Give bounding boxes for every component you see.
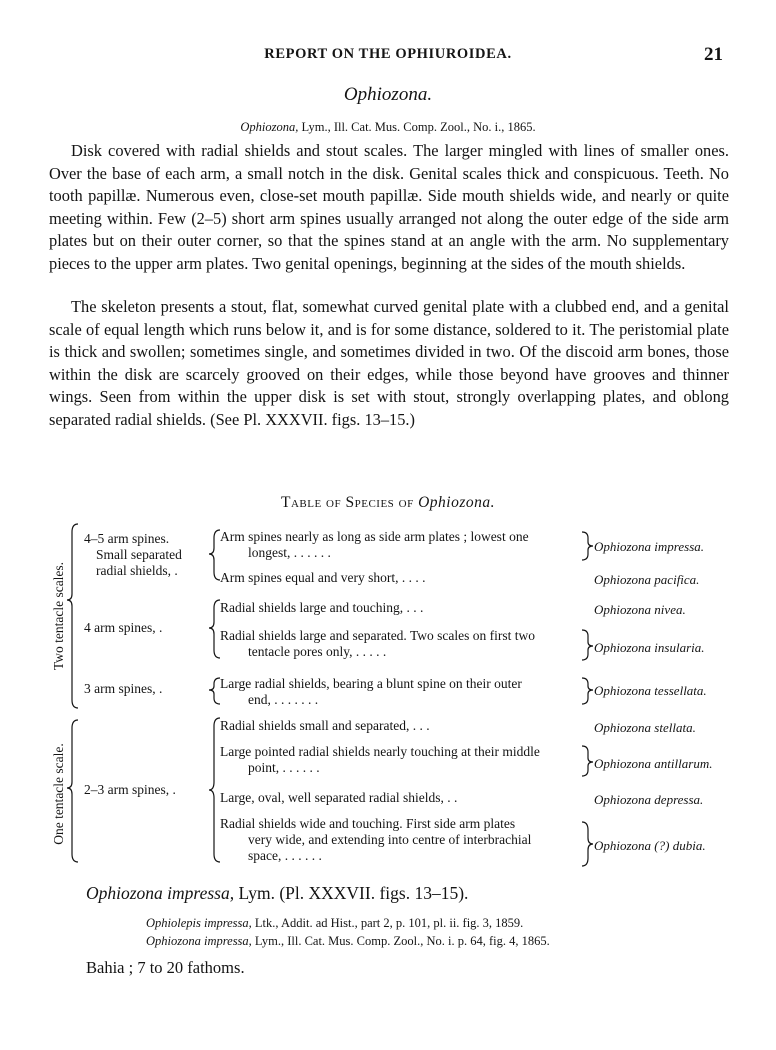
species-name: Ophiozona pacifica.: [594, 572, 700, 587]
entry-character: Large, oval, well separated radial shields, . .: [220, 790, 458, 805]
species-name: Ophiozona stellata.: [594, 720, 696, 735]
subgroup-label: 3 arm spines, .: [84, 681, 163, 696]
subgroup-label: 4 arm spines, .: [84, 620, 163, 635]
species-name: Ophiozona antillarum.: [594, 756, 713, 771]
genus-reference-name: Ophiozona,: [240, 120, 299, 134]
entry-character: tentacle pores only, . . . . .: [248, 644, 387, 659]
subgroup-label: radial shields, .: [96, 563, 178, 578]
synonym-name: Ophiolepis impressa,: [146, 916, 252, 930]
entry-character: Large radial shields, bearing a blunt spine on their outer: [220, 676, 522, 691]
entry-character: Radial shields small and separated, . . .: [220, 718, 430, 733]
locality: Bahia ; 7 to 20 fathoms.: [86, 958, 245, 977]
entry-character: Radial shields large and touching, . . .: [220, 600, 424, 615]
species-name: Ophiozona insularia.: [594, 640, 705, 655]
entry-character: Radial shields large and separated. Two scales on first two: [220, 628, 535, 643]
table-title-prefix: Table of Species of: [280, 494, 414, 511]
entry-character: Large pointed radial shields nearly touching at their middle: [220, 744, 540, 759]
synonym-line: [146, 934, 550, 949]
species-name: Ophiozona impressa.: [594, 539, 705, 554]
synonym-rest: Lym., Ill. Cat. Mus. Comp. Zool., No. i. p. 64, fig. 4, 1865.: [251, 934, 550, 948]
page-number: 21: [704, 44, 723, 65]
entry-character: longest, . . . . . .: [248, 545, 331, 560]
entry-character: Arm spines nearly as long as side arm plates ; lowest one: [220, 529, 529, 544]
subgroup-label: 4–5 arm spines.: [84, 531, 170, 546]
group-label-one-tentacle: One tentacle scale.: [51, 743, 66, 845]
entry-character: Arm spines equal and very short, . . . .: [220, 570, 426, 585]
entry-character: point, . . . . . .: [248, 760, 320, 775]
species-heading: [86, 883, 468, 904]
table-title-genus: Ophiozona.: [418, 494, 496, 511]
running-title: REPORT ON THE OPHIUROIDEA.: [264, 46, 512, 62]
synonym-name: Ophiozona impressa,: [146, 934, 252, 948]
genus-reference-rest: Lym., Ill. Cat. Mus. Comp. Zool., No. i., 1865.: [298, 120, 536, 134]
synonym-line: [146, 916, 523, 931]
synonym-rest: Ltk., Addit. ad Hist., part 2, p. 101, pl. ii. fig. 3, 1859.: [251, 916, 524, 930]
entry-character: Radial shields wide and touching. First side arm plates: [220, 816, 516, 831]
species-heading-name: Ophiozona impressa,: [86, 883, 235, 903]
species-name: Ophiozona tessellata.: [594, 683, 707, 698]
subgroup-label: 2–3 arm spines, .: [84, 782, 176, 797]
entry-character: very wide, and extending into centre of interbrachial: [248, 832, 532, 847]
subgroup-label: Small separated: [96, 547, 182, 562]
species-name: Ophiozona depressa.: [594, 792, 704, 807]
group-label-two-tentacle: Two tentacle scales.: [51, 561, 66, 671]
species-name: Ophiozona nivea.: [594, 602, 686, 617]
skeleton-paragraph: The skeleton presents a stout, flat, somewhat curved genital plate with a clubbed end, and a genital scale of equal length which runs below it, and is for some distance, soldered to it. The peristomial plate is thick and swollen; sometimes single, and sometimes divided in two. Of the discoid arm bones, those within the disk are scarcely grooved on their edges, while those beyond have grooves and thinner wings. Seen from within the upper disk is set with stout, strongly overlapping plates, and oblong separated radial shields. (See Pl. XXXVII. figs. 13–15.): [49, 297, 729, 429]
genus-title-text: Ophiozona.: [343, 84, 433, 105]
species-heading-rest: Lym. (Pl. XXXVII. figs. 13–15).: [234, 883, 469, 903]
description-paragraph: Disk covered with radial shields and stout scales. The larger mingled with lines of smaller ones. Over the base of each arm, a small notch in the disk. Genital scales thick and conspicuous. Teeth. No tooth papillæ. Numerous even, close-set mouth papillæ. Side mouth shields wide, and nearly or quite meeting within. Few (2–5) short arm spines usually arranged not along the outer edge of the side arm plates but on their outer corner, so that the spines stand at an angle with the arm. No supplementary pieces to the upper arm plates. Two genital openings, beginning at the sides of the mouth shields.: [49, 141, 729, 273]
entry-character: end, . . . . . . .: [248, 692, 319, 707]
species-name: Ophiozona (?) dubia.: [594, 838, 706, 853]
entry-character: space, . . . . . .: [248, 848, 322, 863]
